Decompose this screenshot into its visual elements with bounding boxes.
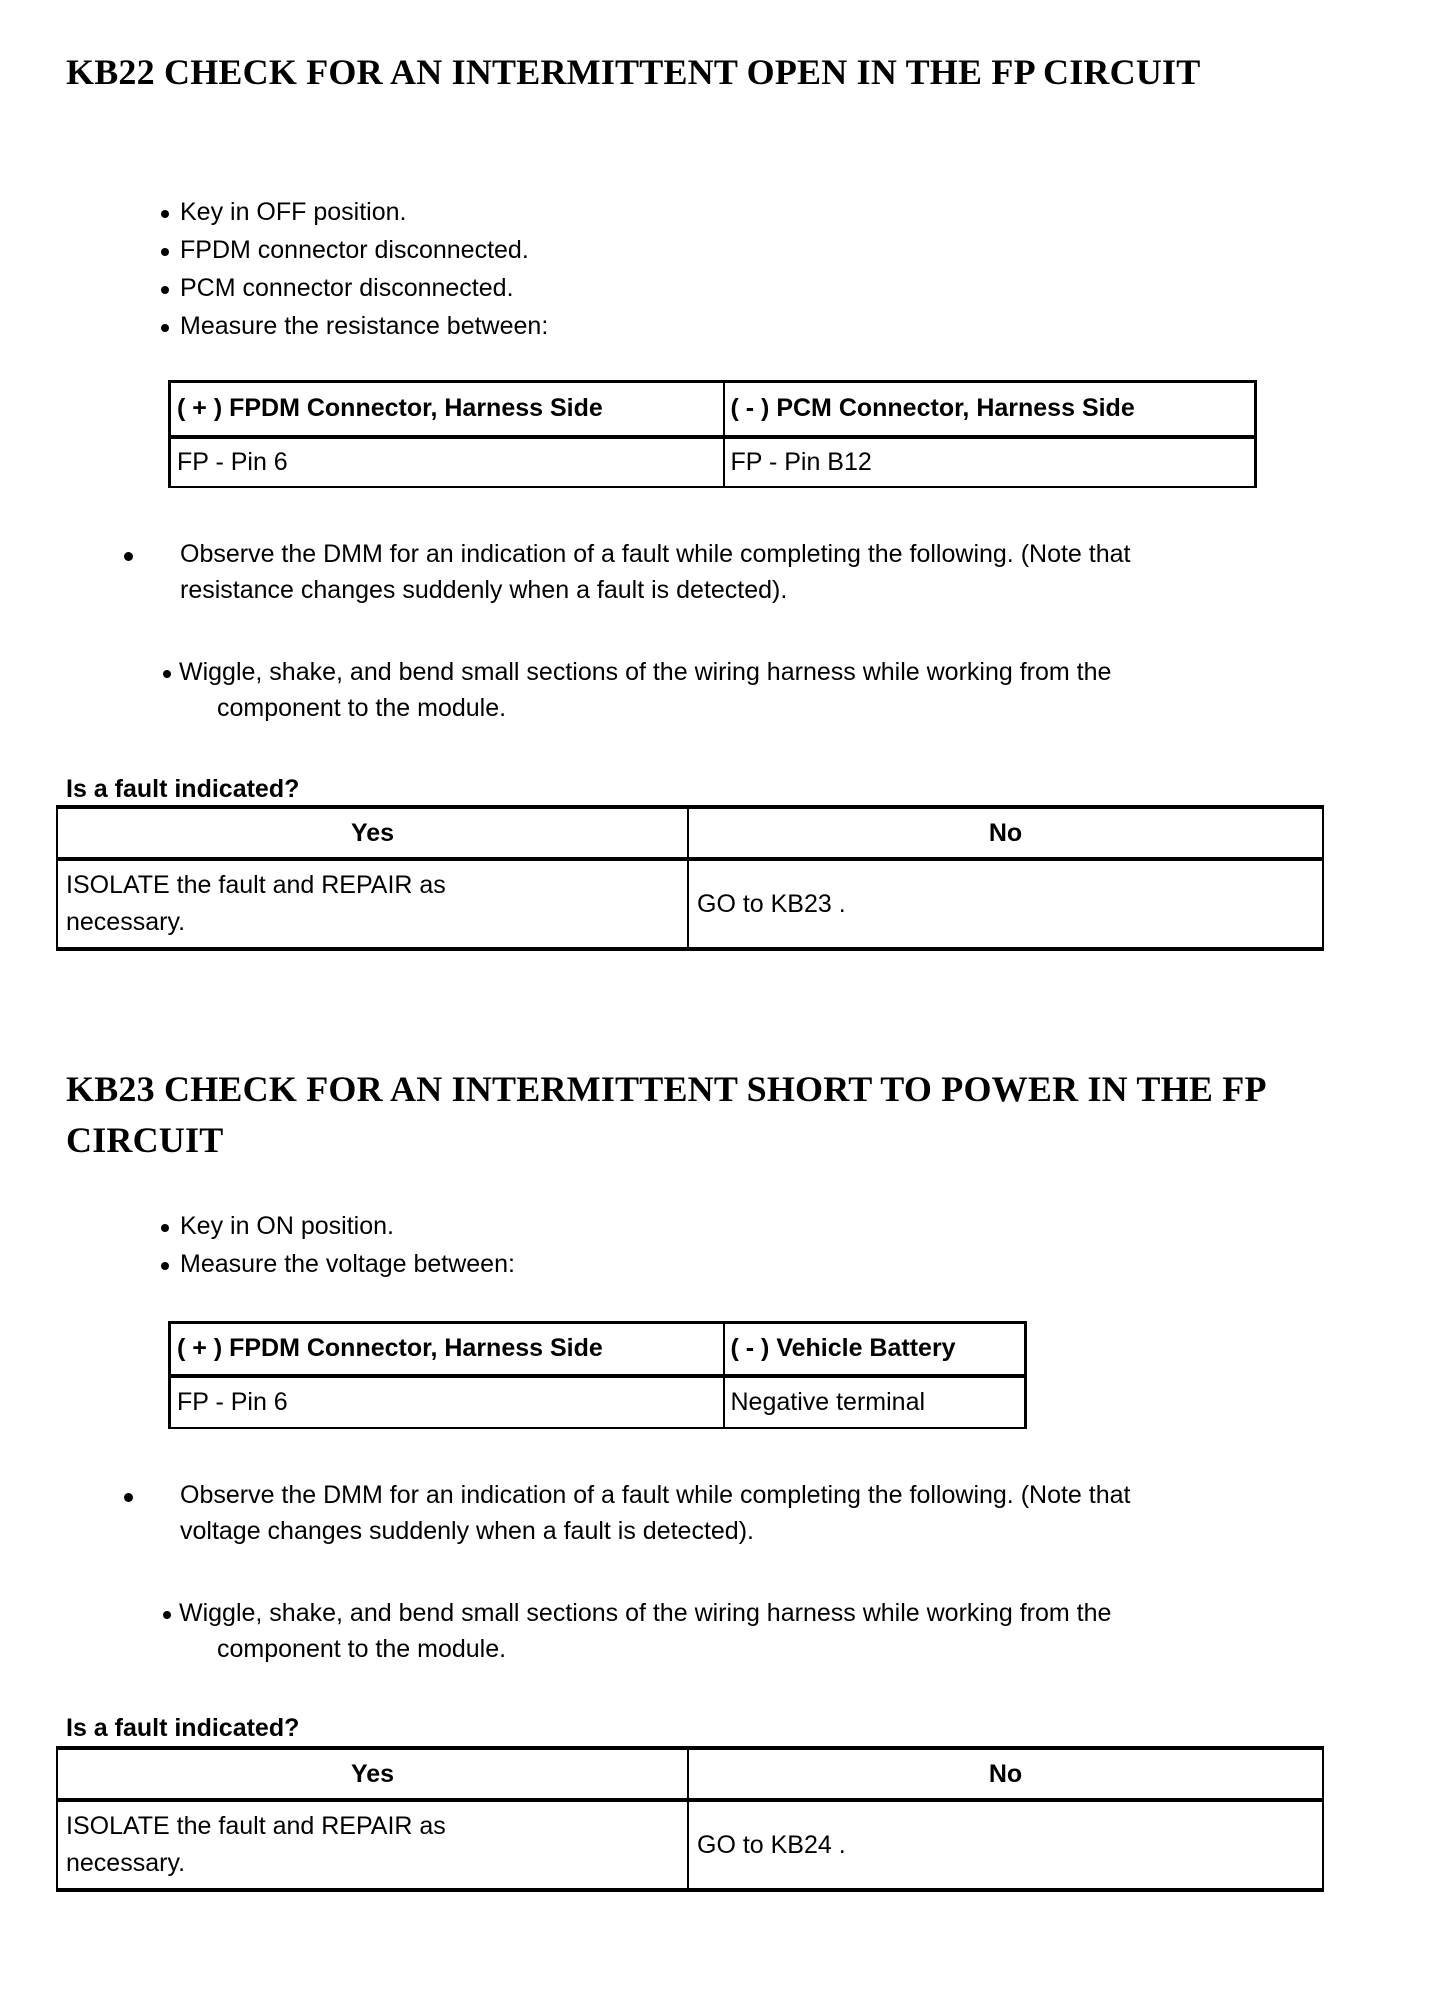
- kb23-question: Is a fault indicated?: [66, 1714, 300, 1742]
- kb23-conditions-list: [160, 1207, 515, 1283]
- yes-action: [57, 859, 688, 949]
- yes-header: Yes: [57, 807, 688, 859]
- bullet-icon: [161, 286, 169, 294]
- table-header-cell: ( - ) PCM Connector, Harness Side: [724, 382, 1256, 437]
- condition-text: Key in ON position.: [180, 1212, 394, 1240]
- list-item: [160, 307, 548, 345]
- list-item: [160, 231, 548, 269]
- yes-action-line-2: necessary.: [66, 908, 186, 936]
- bullet-icon: [124, 552, 133, 561]
- no-header: No: [688, 1748, 1323, 1800]
- table-header-cell: ( + ) FPDM Connector, Harness Side: [170, 1323, 724, 1376]
- bullet-icon: [161, 1262, 169, 1270]
- condition-text: Key in OFF position.: [180, 198, 407, 226]
- list-item: [160, 193, 548, 231]
- table-row: [170, 1376, 1026, 1428]
- observe-line-1: Observe the DMM for an indication of a fault while completing the following. (Note that: [180, 1481, 1131, 1509]
- condition-text: Measure the voltage between:: [180, 1250, 515, 1278]
- table-cell: FP - Pin 6: [170, 437, 724, 487]
- kb23-measure-table: [168, 1321, 1027, 1429]
- kb22-result-table: [56, 805, 1324, 951]
- no-action-link[interactable]: GO to KB23 .: [688, 859, 1323, 949]
- bullet-icon: [161, 248, 169, 256]
- kb22-question: Is a fault indicated?: [66, 775, 300, 803]
- kb22-title: KB22 CHECK FOR AN INTERMITTENT OPEN IN THE FP CIRCUIT: [66, 52, 1201, 92]
- yes-action: [57, 1800, 688, 1890]
- no-header: No: [688, 807, 1323, 859]
- table-header-row: [170, 382, 1256, 437]
- wiggle-line-1: Wiggle, shake, and bend small sections of the wiring harness while working from the: [179, 1599, 1112, 1627]
- wiggle-line-1: Wiggle, shake, and bend small sections of the wiring harness while working from the: [179, 658, 1112, 686]
- wiggle-line-2: component to the module.: [217, 694, 507, 722]
- table-header-cell: ( + ) FPDM Connector, Harness Side: [170, 382, 724, 437]
- bullet-icon: [124, 1493, 133, 1502]
- bullet-icon: [161, 210, 169, 218]
- yes-action-line-1: ISOLATE the fault and REPAIR as: [66, 871, 446, 899]
- kb23-result-table: [56, 1746, 1324, 1892]
- kb22-conditions-list: [160, 193, 548, 345]
- table-header-row: [170, 1323, 1026, 1376]
- bullet-icon: [161, 1224, 169, 1232]
- bullet-icon: [161, 324, 169, 332]
- observe-line-2: voltage changes suddenly when a fault is detected).: [180, 1517, 754, 1545]
- condition-text: Measure the resistance between:: [180, 312, 549, 340]
- table-cell: FP - Pin B12: [724, 437, 1256, 487]
- table-row: [170, 437, 1256, 487]
- table-header-cell: ( - ) Vehicle Battery: [724, 1323, 1026, 1376]
- condition-text: PCM connector disconnected.: [180, 274, 514, 302]
- bullet-icon: [163, 1611, 171, 1619]
- table-header-row: [57, 1748, 1323, 1800]
- observe-line-1: Observe the DMM for an indication of a fault while completing the following. (Note that: [180, 540, 1131, 568]
- table-header-row: [57, 807, 1323, 859]
- yes-header: Yes: [57, 1748, 688, 1800]
- list-item: [160, 1245, 515, 1283]
- table-cell: Negative terminal: [724, 1376, 1026, 1428]
- yes-action-line-2: necessary.: [66, 1849, 186, 1877]
- list-item: [160, 269, 548, 307]
- table-row: [57, 1800, 1323, 1890]
- bullet-icon: [163, 670, 171, 678]
- condition-text: FPDM connector disconnected.: [180, 236, 529, 264]
- observe-line-2: resistance changes suddenly when a fault is detected).: [180, 576, 788, 604]
- kb23-title: KB23 CHECK FOR AN INTERMITTENT SHORT TO POWER IN THE FP CIRCUIT: [66, 1069, 1265, 1160]
- wiggle-line-2: component to the module.: [217, 1635, 507, 1663]
- table-cell: FP - Pin 6: [170, 1376, 724, 1428]
- yes-action-line-1: ISOLATE the fault and REPAIR as: [66, 1812, 446, 1840]
- no-action-link[interactable]: GO to KB24 .: [688, 1800, 1323, 1890]
- kb22-measure-table: [168, 380, 1257, 488]
- table-row: [57, 859, 1323, 949]
- list-item: [160, 1207, 515, 1245]
